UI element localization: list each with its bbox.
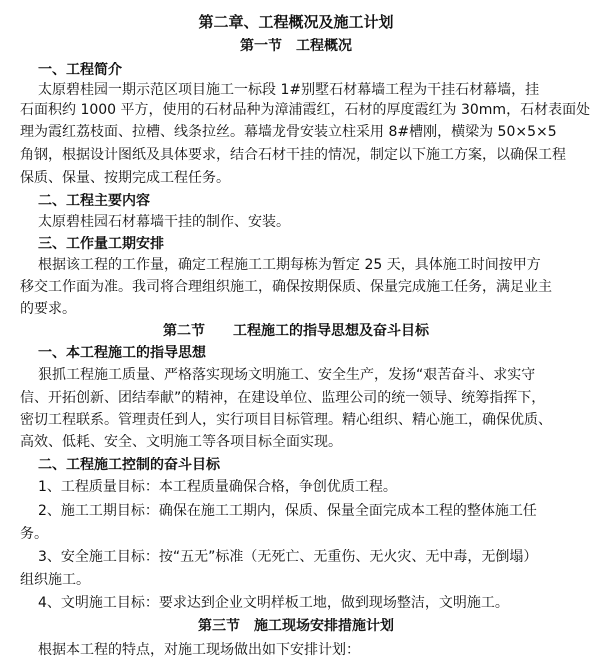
paragraph-line: 太原碧桂园石材幕墙干挂的制作、安装。 bbox=[38, 214, 290, 230]
goal-line: 4、文明施工目标：要求达到企业文明样板工地，做到现场整洁，文明施工。 bbox=[38, 595, 509, 611]
subsection-title: 三、工作量工期安排 bbox=[38, 236, 164, 252]
goal-line: 1、工程质量目标：本工程质量确保合格，争创优质工程。 bbox=[38, 479, 397, 495]
paragraph-line: 高效、低耗、安全、文明施工等各项目标全面实现。 bbox=[20, 434, 342, 450]
paragraph-line: 密切工程联系。管理责任到人，实行项目目标管理。精心组织、精心施工，确保优质、 bbox=[20, 412, 552, 428]
subsection-title: 一、工程简介 bbox=[38, 62, 122, 78]
paragraph-line: 保质、保量、按期完成工程任务。 bbox=[20, 170, 230, 186]
paragraph-line: 根据该工程的工作量，确定工程施工工期每栋为暂定 25 天，具体施工时间按甲方 bbox=[38, 257, 541, 273]
paragraph-line: 的要求。 bbox=[20, 301, 76, 317]
paragraph-line: 石面积约 1000 平方，使用的石材品种为漳浦霞红，石材的厚度霞红为 30mm，石材表面处 bbox=[20, 102, 590, 118]
subsection-title: 一、本工程施工的指导思想 bbox=[38, 345, 206, 361]
section-title: 第三节 施工现场安排措施计划 bbox=[198, 618, 394, 634]
paragraph-line: 根据本工程的特点，对施工现场做出如下安排计划： bbox=[38, 642, 360, 658]
subsection-title: 二、工程主要内容 bbox=[38, 193, 150, 209]
goal-line: 务。 bbox=[20, 526, 48, 542]
subsection-title: 二、工程施工控制的奋斗目标 bbox=[38, 457, 220, 473]
chapter-title: 第二章、工程概况及施工计划 bbox=[198, 14, 394, 30]
goal-line: 2、施工工期目标：确保在施工工期内，保质、保量全面完成本工程的整体施工任 bbox=[38, 503, 537, 519]
goal-line: 组织施工。 bbox=[20, 572, 90, 588]
section-title: 第一节 工程概况 bbox=[240, 38, 352, 54]
goal-line: 3、安全施工目标：按“五无”标准（无死亡、无重伤、无火灾、无中毒，无倒塌） bbox=[38, 549, 538, 565]
paragraph-line: 角钢，根据设计图纸及具体要求，结合石材干挂的情况，制定以下施工方案，以确保工程 bbox=[20, 147, 566, 163]
paragraph-line: 信、开拓创新、团结奉献”的精神，在建设单位、监理公司的统一领导、统筹指挥下， bbox=[20, 390, 546, 406]
paragraph-line: 狠抓工程施工质量、严格落实现场文明施工、安全生产，发扬“艰苦奋斗、求实守 bbox=[38, 367, 536, 383]
section-title: 第二节 工程施工的指导思想及奋斗目标 bbox=[163, 323, 429, 339]
paragraph-line: 理为霞红荔枝面、拉槽、线条拉丝。幕墙龙骨安装立柱采用 8#槽刚，横梁为 50×5×5 bbox=[20, 124, 557, 140]
paragraph-line: 移交工作面为准。我司将合理组织施工，确保按期保质、保量完成施工任务，满足业主 bbox=[20, 279, 552, 295]
paragraph-line: 太原碧桂园一期示范区项目施工一标段 1#别墅石材幕墙工程为干挂石材幕墙，挂 bbox=[38, 82, 540, 98]
